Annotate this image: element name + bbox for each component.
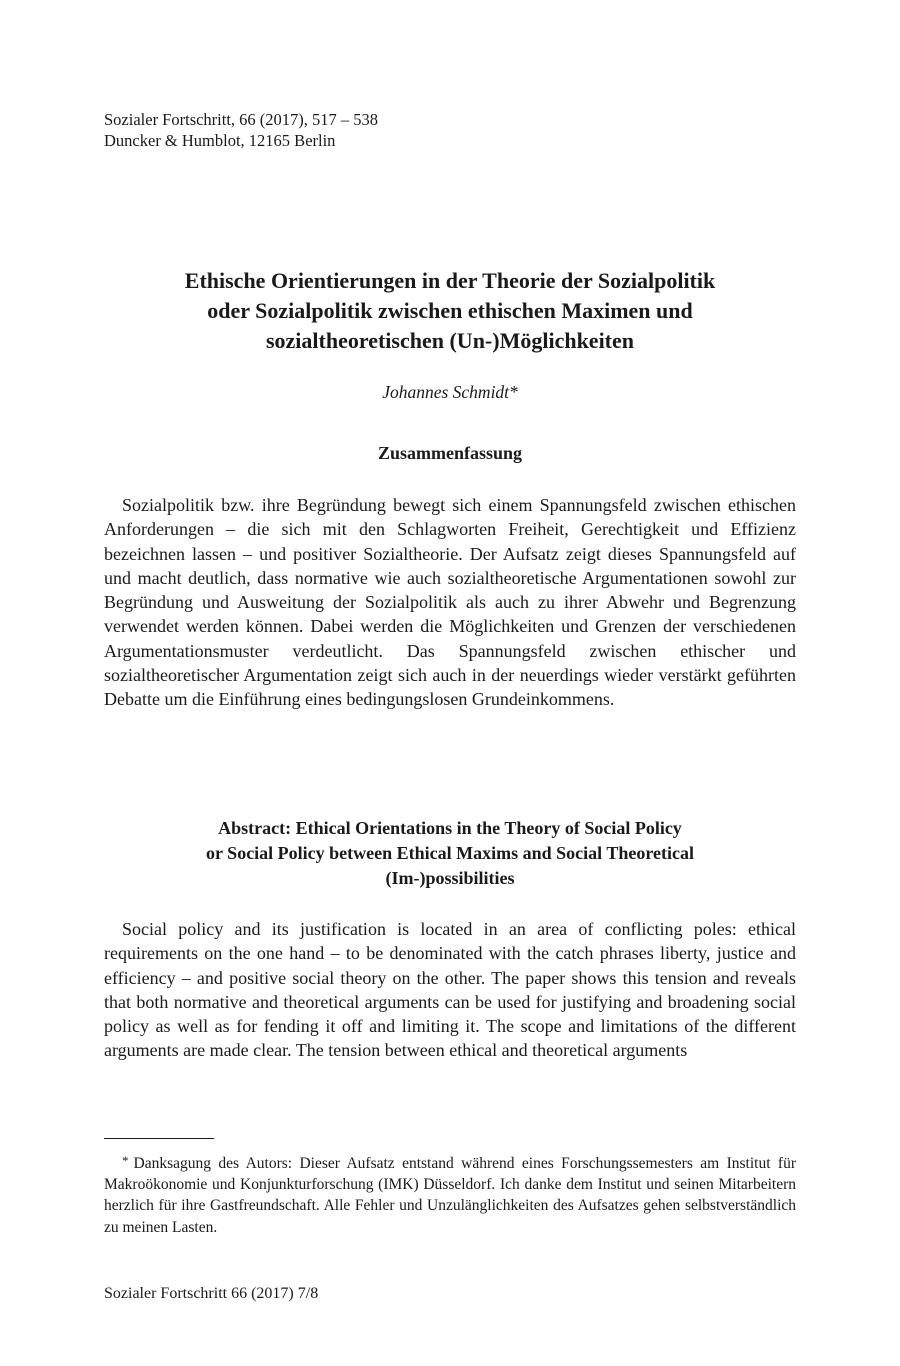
journal-header [104,109,378,151]
author-name: Johannes Schmidt* [382,382,518,402]
abstract-heading [104,816,796,891]
article-title [104,266,796,356]
abstract-heading-line-2: or Social Policy between Ethical Maxims and Social Theoretical [206,843,694,863]
footnote-mark: * [122,1153,129,1168]
title-line-1: Ethische Orientierungen in der Theorie der Sozialpolitik [184,268,716,293]
page-footer: Sozialer Fortschritt 66 (2017) 7/8 [104,1285,319,1302]
publisher-line: Duncker & Humblot, 12165 Berlin [104,131,336,150]
footnote-divider [104,1138,214,1139]
footnote [104,1150,796,1238]
journal-citation: Sozialer Fortschritt, 66 (2017), 517 – 538 [104,110,379,129]
zusammenfassung-text: Sozialpolitik bzw. ihre Begründung bewegt sich einem Spannungsfeld zwischen ethischen Anforderungen – die sich mit den Schlagworten Freiheit, Gerechtigkeit und Effizienz bezeichnen lassen – und positiver Sozialtheorie. Der Aufsatz zeigt dieses Spannungsfeld auf und macht deutlich, dass normative wie auch sozialtheoretische Argumentationen sowohl zur Begründung und Ausweitung der Sozialpolitik als auch zu ihrer Abwehr und Begrenzung verwendet werden können. Dabei werden die Möglichkeiten und Grenzen der verschiedenen Argumentationsmuster verdeutlicht. Das Spannungsfeld zwischen ethischer und sozialtheoretischer Argumentation zeigt sich auch in der neuerdings wieder verstärkt geführten Debatte um die Einführung eines bedingungslosen Grundeinkommens. [104,495,796,710]
abstract-heading-line-3: (Im-)possibilities [385,868,515,888]
abstract-text: Social policy and its justification is located in an area of conflicting poles: ethical requirements on the one hand – to be denominated with the catch phrases liberty, justice and efficiency – and positive social theory on the other. The paper shows this tension and reveals that both normative and theoretical arguments can be used for justifying and broadening social policy as well as for fending it off and limiting it. The scope and limitations of the different arguments are made clear. The tension between ethical and theoretical arguments [104,919,796,1061]
zusammenfassung-heading: Zusammenfassung [377,443,523,463]
footnote-text: Danksagung des Autors: Dieser Aufsatz entstand während eines Forschungssemesters am Institut für Makroökonomie und Konjunkturforschung (IMK) Düsseldorf. Ich danke dem Institut und seinen Mitarbeitern herzlich für ihre Gastfreundschaft. Alle Fehler und Unzulänglichkeiten des Aufsatzes gehen selbstverständlich zu meinen Lasten. [104,1155,796,1236]
title-line-3: sozialtheoretischen (Un-)Möglichkeiten [265,328,635,353]
title-line-2: oder Sozialpolitik zwischen ethischen Maximen und [207,298,693,323]
abstract-heading-line-1: Abstract: Ethical Orientations in the Theory of Social Policy [218,818,682,838]
